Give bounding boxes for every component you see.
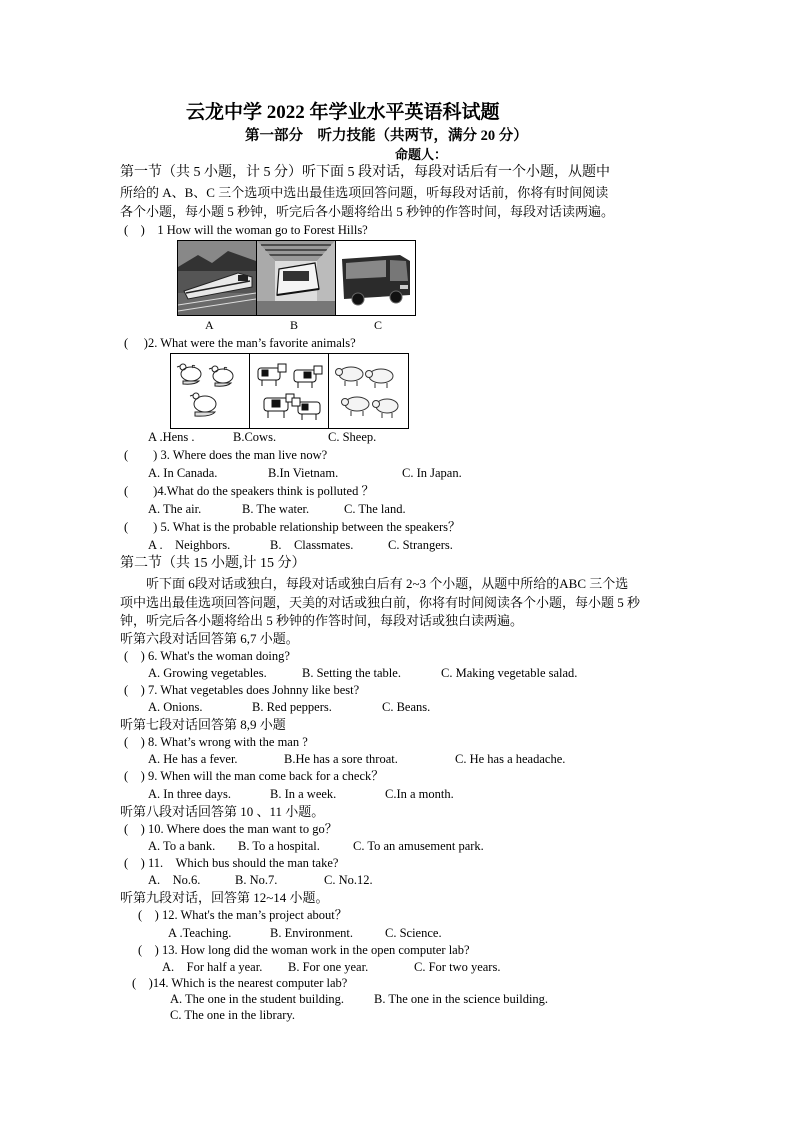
q8-option-b: B.He has a sore throat. xyxy=(284,752,398,766)
q9-option-c: C.In a month. xyxy=(385,787,454,801)
question-14: ( )14. Which is the nearest computer lab? xyxy=(132,976,348,990)
question-11: ( ) 11. Which bus should the man take? xyxy=(124,856,339,870)
group-7-heading: 听第七段对话回答第 8,9 小题 xyxy=(120,717,286,732)
section1-heading: 第一节（共 5 小题，计 5 分）听下面 5 段对话，每段对话后有一个小题，从题中 xyxy=(120,165,610,180)
q4-option-c: C. The land. xyxy=(344,502,406,516)
q6-option-a: A. Growing vegetables. xyxy=(148,666,267,680)
q9-option-b: B. In a week. xyxy=(270,787,337,801)
cows-image xyxy=(250,354,329,428)
q6-option-c: C. Making vegetable salad. xyxy=(441,666,578,680)
group-9-heading: 听第九段对话，回答第 12~14 小题。 xyxy=(120,890,329,905)
q5-option-c: C. Strangers. xyxy=(388,538,453,552)
q12-option-b: B. Environment. xyxy=(270,926,353,940)
sheep-image xyxy=(329,354,407,428)
author-label: 命题人： xyxy=(395,147,448,162)
hens-image xyxy=(171,354,250,428)
group-6-heading: 听第六段对话回答第 6,7 小题。 xyxy=(120,631,299,646)
section2-heading: 第二节（共 15 小题,计 15 分） xyxy=(120,556,306,571)
q8-option-c: C. He has a headache. xyxy=(455,752,566,766)
question-4: ( )4.What do the speakers think is polluted ？ xyxy=(124,484,374,498)
q3-option-c: C. In Japan. xyxy=(402,466,462,480)
q8-option-a: A. He has a fever. xyxy=(148,752,238,766)
question-10: ( ) 10. Where does the man want to go？ xyxy=(124,822,338,836)
section2-instruction-line2: 项中选出最佳选项回答问题，天美的对话或独白前，你将有时间阅读各个小题，每小题 5 秒 xyxy=(120,595,641,610)
q3-option-b: B.In Vietnam. xyxy=(268,466,339,480)
q7-option-c: C. Beans. xyxy=(382,700,431,714)
question-7: ( ) 7. What vegetables does Johnny like best? xyxy=(124,683,360,697)
section2-instruction-line1: 听下面 6段对话或独白，每段对话或独白后有 2~3 个小题，从题中所给的ABC 三个选 xyxy=(146,576,629,591)
q5-option-a: A . Neighbors. xyxy=(148,538,231,552)
q7-option-b: B. Red peppers. xyxy=(252,700,332,714)
section1-instruction-line3: 各个小题，每小题 5 秒钟，听完后各小题将给出 5 秒钟的作答时间，每段对话读两遍。 xyxy=(120,204,615,219)
q5-option-b: B. Classmates. xyxy=(270,538,354,552)
q14-option-a: A. The one in the student building. xyxy=(170,992,345,1006)
train-image xyxy=(178,241,257,315)
section1-instruction-line2: 所给的 A、B、C 三个选项中选出最佳选项回答问题，听每段对话前，你将有时间阅读 xyxy=(120,185,609,200)
q4-option-b: B. The water. xyxy=(242,502,310,516)
page-title: 云龙中学 2022 年学业水平英语科试题 xyxy=(186,102,500,123)
q12-option-a: A .Teaching. xyxy=(168,926,232,940)
q2-option-a: A .Hens . xyxy=(148,430,195,444)
q7-option-a: A. Onions. xyxy=(148,700,203,714)
q13-option-b: B. For one year. xyxy=(288,960,369,974)
hen-1 xyxy=(177,364,201,384)
q10-option-b: B. To a hospital. xyxy=(238,839,320,853)
q1-label-c: C xyxy=(374,318,383,332)
question-1: ( ) 1 How will the woman go to Forest Hills? xyxy=(124,223,368,237)
q12-option-c: C. Science. xyxy=(385,926,442,940)
q11-option-c: C. No.12. xyxy=(324,873,373,887)
q1-image-row xyxy=(177,240,416,316)
q2-image-row xyxy=(170,353,409,429)
subway-image xyxy=(257,241,336,315)
q9-option-a: A. In three days. xyxy=(148,787,231,801)
section2-instruction-line3: 钟，听完后各小题将给出 5 秒钟的作答时间，每段对话或独白读两遍。 xyxy=(120,613,524,628)
question-8: ( ) 8. What’s wrong with the man ? xyxy=(124,735,308,749)
q13-option-a: A. For half a year. xyxy=(162,960,263,974)
q2-option-c: C. Sheep. xyxy=(328,430,377,444)
question-5: ( ) 5. What is the probable relationship between the speakers？ xyxy=(124,520,461,534)
q4-option-a: A. The air. xyxy=(148,502,202,516)
question-12: ( ) 12. What's the man’s project about？ xyxy=(138,908,348,922)
q14-option-b: B. The one in the science building. xyxy=(374,992,549,1006)
question-3: ( ) 3. Where does the man live now? xyxy=(124,448,328,462)
q1-label-b: B xyxy=(290,318,299,332)
group-8-heading: 听第八段对话回答第 10 、11 小题。 xyxy=(120,804,325,819)
q11-option-a: A. No.6. xyxy=(148,873,201,887)
question-9: ( ) 9. When will the man come back for a check？ xyxy=(124,769,384,783)
q11-option-b: B. No.7. xyxy=(235,873,278,887)
q10-option-c: C. To an amusement park. xyxy=(353,839,484,853)
question-13: ( ) 13. How long did the woman work in the open computer lab? xyxy=(138,943,470,957)
q14-option-c: C. The one in the library. xyxy=(170,1008,295,1022)
bus-image xyxy=(336,241,414,315)
q10-option-a: A. To a bank. xyxy=(148,839,216,853)
question-6: ( ) 6. What's the woman doing? xyxy=(124,649,290,663)
q6-option-b: B. Setting the table. xyxy=(302,666,401,680)
q13-option-c: C. For two years. xyxy=(414,960,501,974)
q3-option-a: A. In Canada. xyxy=(148,466,218,480)
q1-label-a: A xyxy=(205,318,214,332)
question-2: ( )2. What were the man’s favorite animals? xyxy=(124,336,356,350)
part-subtitle: 第一部分 听力技能（共两节，满分 20 分） xyxy=(245,128,528,144)
q2-option-b: B.Cows. xyxy=(233,430,277,444)
